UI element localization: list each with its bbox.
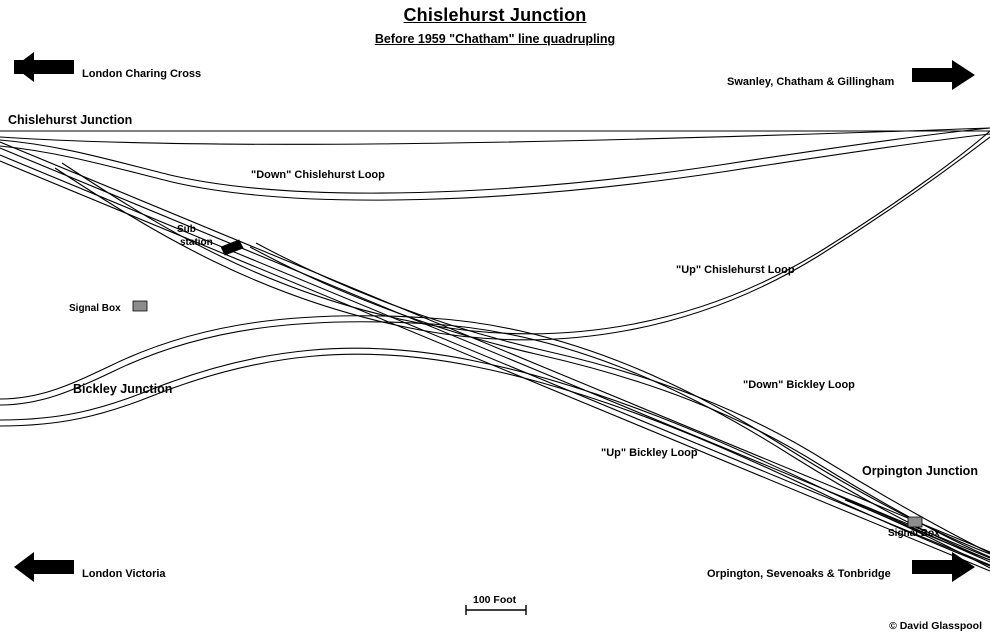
label-signal-box-bickley: Signal Box	[69, 303, 121, 314]
label-up-bickley-loop: "Up" Bickley Loop	[601, 447, 698, 459]
down-bickley-loop-track	[250, 243, 990, 557]
label-london-charing-cross: London Charing Cross	[82, 68, 202, 80]
bickley-main-lines	[0, 316, 990, 560]
sub-station-icon	[221, 240, 243, 255]
arrow-london-victoria	[14, 552, 74, 582]
scale-bar	[466, 605, 526, 615]
label-sub-station-line2: station	[180, 237, 213, 248]
label-up-chislehurst-loop: "Up" Chislehurst Loop	[676, 264, 795, 276]
label-signal-box-orpington: Signal Box	[888, 528, 940, 539]
page-subtitle: Before 1959 "Chatham" line quadrupling	[374, 32, 616, 46]
label-down-bickley-loop: "Down" Bickley Loop	[743, 379, 855, 391]
signal-box-bickley-icon	[133, 301, 147, 311]
label-sub-station-line1: Sub	[177, 224, 196, 235]
scale-label: 100 Foot	[473, 594, 517, 606]
chislehurst-main-lines	[0, 128, 990, 144]
arrow-london-charing-cross	[14, 52, 74, 82]
label-london-victoria: London Victoria	[82, 568, 166, 580]
credit-line: © David Glasspool	[889, 620, 982, 632]
arrow-swanley-chatham-gillingham	[912, 60, 975, 90]
label-bickley-junction: Bickley Junction	[73, 382, 173, 396]
page-title: Chislehurst Junction	[403, 5, 587, 25]
label-orpington-junction: Orpington Junction	[862, 464, 978, 478]
label-orpington-sevenoaks-tonbridge: Orpington, Sevenoaks & Tonbridge	[707, 568, 891, 580]
signal-box-orpington-icon	[908, 517, 922, 527]
label-swanley-chatham-gillingham: Swanley, Chatham & Gillingham	[727, 76, 895, 88]
label-down-chislehurst-loop: "Down" Chislehurst Loop	[251, 169, 385, 181]
down-chislehurst-loop-track	[0, 128, 990, 200]
label-chislehurst-junction: Chislehurst Junction	[8, 113, 133, 127]
